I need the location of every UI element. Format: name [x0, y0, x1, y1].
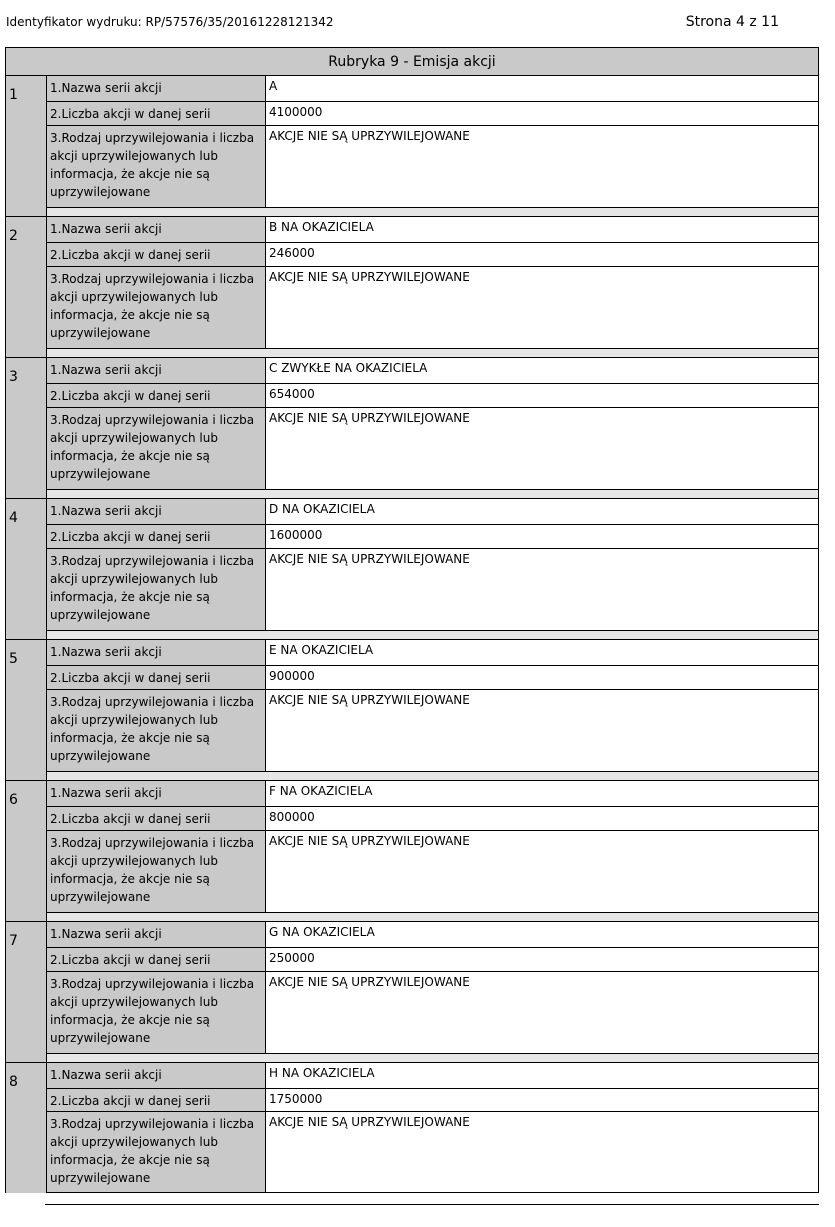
label-preference: 3.Rodzaj uprzywilejowania i liczba akcji uprzywilejowanych lub informacja, że akcje nie są uprzywilejowane [47, 1112, 266, 1192]
label-preference: 3.Rodzaj uprzywilejowania i liczba akcji uprzywilejowanych lub informacja, że akcje nie są uprzywilejowane [47, 408, 266, 489]
field-row-name [47, 640, 818, 666]
share-series-entry [5, 780, 819, 921]
field-row-count [47, 243, 818, 267]
field-row-count [47, 948, 818, 972]
field-row-count [47, 807, 818, 831]
entry-fields [47, 217, 818, 357]
value-series-name: G NA OKAZICIELA [266, 922, 818, 947]
entry-fields [47, 640, 818, 780]
label-series-name: 1.Nazwa serii akcji [47, 76, 266, 101]
field-row-count [47, 384, 818, 408]
share-series-entry [5, 75, 819, 216]
entry-spacer [47, 913, 818, 921]
label-preference: 3.Rodzaj uprzywilejowania i liczba akcji uprzywilejowanych lub informacja, że akcje nie są uprzywilejowane [47, 831, 266, 912]
value-share-count: 1750000 [266, 1089, 818, 1112]
field-row-count [47, 666, 818, 690]
value-preference: AKCJE NIE SĄ UPRZYWILEJOWANE [266, 1112, 818, 1192]
label-preference: 3.Rodzaj uprzywilejowania i liczba akcji uprzywilejowanych lub informacja, że akcje nie są uprzywilejowane [47, 126, 266, 207]
print-identifier: Identyfikator wydruku: RP/57576/35/20161228121342 [6, 15, 334, 29]
entry-spacer [47, 490, 818, 498]
value-preference: AKCJE NIE SĄ UPRZYWILEJOWANE [266, 972, 818, 1053]
label-series-name: 1.Nazwa serii akcji [47, 781, 266, 806]
value-share-count: 4100000 [266, 102, 818, 125]
entry-spacer [47, 631, 818, 639]
entry-fields [47, 1063, 818, 1193]
entry-spacer [47, 208, 818, 216]
value-series-name: E NA OKAZICIELA [266, 640, 818, 665]
value-preference: AKCJE NIE SĄ UPRZYWILEJOWANE [266, 126, 818, 207]
value-preference: AKCJE NIE SĄ UPRZYWILEJOWANE [266, 549, 818, 630]
entry-fields [47, 76, 818, 216]
share-series-entry [5, 639, 819, 780]
share-series-entry [5, 216, 819, 357]
entry-spacer [47, 349, 818, 357]
label-share-count: 2.Liczba akcji w danej serii [47, 102, 266, 125]
value-preference: AKCJE NIE SĄ UPRZYWILEJOWANE [266, 831, 818, 912]
field-row-name [47, 217, 818, 243]
entry-number: 3 [6, 358, 47, 498]
field-row-name [47, 781, 818, 807]
value-share-count: 900000 [266, 666, 818, 689]
entry-fields [47, 922, 818, 1062]
field-row-preference [47, 690, 818, 772]
entry-number: 8 [6, 1063, 47, 1193]
label-series-name: 1.Nazwa serii akcji [47, 217, 266, 242]
field-row-count [47, 102, 818, 126]
entry-number: 6 [6, 781, 47, 921]
label-share-count: 2.Liczba akcji w danej serii [47, 1089, 266, 1112]
label-share-count: 2.Liczba akcji w danej serii [47, 948, 266, 971]
field-row-name [47, 922, 818, 948]
label-share-count: 2.Liczba akcji w danej serii [47, 807, 266, 830]
field-row-preference [47, 972, 818, 1054]
share-series-entry [5, 498, 819, 639]
share-series-entry [5, 921, 819, 1062]
field-row-name [47, 76, 818, 102]
field-row-name [47, 1063, 818, 1089]
label-preference: 3.Rodzaj uprzywilejowania i liczba akcji uprzywilejowanych lub informacja, że akcje nie są uprzywilejowane [47, 549, 266, 630]
field-row-preference [47, 126, 818, 208]
label-series-name: 1.Nazwa serii akcji [47, 499, 266, 524]
label-share-count: 2.Liczba akcji w danej serii [47, 384, 266, 407]
label-series-name: 1.Nazwa serii akcji [47, 922, 266, 947]
label-series-name: 1.Nazwa serii akcji [47, 1063, 266, 1088]
field-row-preference [47, 549, 818, 631]
entry-number: 5 [6, 640, 47, 780]
entry-spacer [47, 1054, 818, 1062]
field-row-count [47, 525, 818, 549]
entry-fields [47, 781, 818, 921]
page-number: Strona 4 z 11 [685, 14, 779, 30]
value-series-name: F NA OKAZICIELA [266, 781, 818, 806]
field-row-preference [47, 408, 818, 490]
entry-number: 1 [6, 76, 47, 216]
value-series-name: B NA OKAZICIELA [266, 217, 818, 242]
field-row-preference [47, 267, 818, 349]
field-row-name [47, 499, 818, 525]
label-series-name: 1.Nazwa serii akcji [47, 358, 266, 383]
value-preference: AKCJE NIE SĄ UPRZYWILEJOWANE [266, 690, 818, 771]
field-row-preference [47, 831, 818, 913]
share-series-entry [5, 357, 819, 498]
section-title: Rubryka 9 - Emisja akcji [5, 47, 819, 75]
entry-fields [47, 499, 818, 639]
emission-table [5, 47, 819, 1193]
value-series-name: C ZWYKŁE NA OKAZICIELA [266, 358, 818, 383]
share-series-entry [5, 1062, 819, 1193]
entry-number: 2 [6, 217, 47, 357]
value-share-count: 1600000 [266, 525, 818, 548]
value-share-count: 654000 [266, 384, 818, 407]
label-preference: 3.Rodzaj uprzywilejowania i liczba akcji uprzywilejowanych lub informacja, że akcje nie są uprzywilejowane [47, 972, 266, 1053]
value-share-count: 246000 [266, 243, 818, 266]
field-row-preference [47, 1112, 818, 1193]
value-preference: AKCJE NIE SĄ UPRZYWILEJOWANE [266, 267, 818, 348]
label-preference: 3.Rodzaj uprzywilejowania i liczba akcji uprzywilejowanych lub informacja, że akcje nie są uprzywilejowane [47, 690, 266, 771]
field-row-count [47, 1089, 818, 1113]
entry-spacer [47, 772, 818, 780]
value-series-name: H NA OKAZICIELA [266, 1063, 818, 1088]
entry-number: 7 [6, 922, 47, 1062]
label-share-count: 2.Liczba akcji w danej serii [47, 525, 266, 548]
field-row-name [47, 358, 818, 384]
label-share-count: 2.Liczba akcji w danej serii [47, 666, 266, 689]
table-bottom-border [45, 1204, 819, 1205]
value-share-count: 250000 [266, 948, 818, 971]
value-series-name: A [266, 76, 818, 101]
entries-list [5, 75, 819, 1193]
entry-number: 4 [6, 499, 47, 639]
label-series-name: 1.Nazwa serii akcji [47, 640, 266, 665]
value-share-count: 800000 [266, 807, 818, 830]
label-preference: 3.Rodzaj uprzywilejowania i liczba akcji uprzywilejowanych lub informacja, że akcje nie są uprzywilejowane [47, 267, 266, 348]
label-share-count: 2.Liczba akcji w danej serii [47, 243, 266, 266]
value-preference: AKCJE NIE SĄ UPRZYWILEJOWANE [266, 408, 818, 489]
entry-fields [47, 358, 818, 498]
value-series-name: D NA OKAZICIELA [266, 499, 818, 524]
